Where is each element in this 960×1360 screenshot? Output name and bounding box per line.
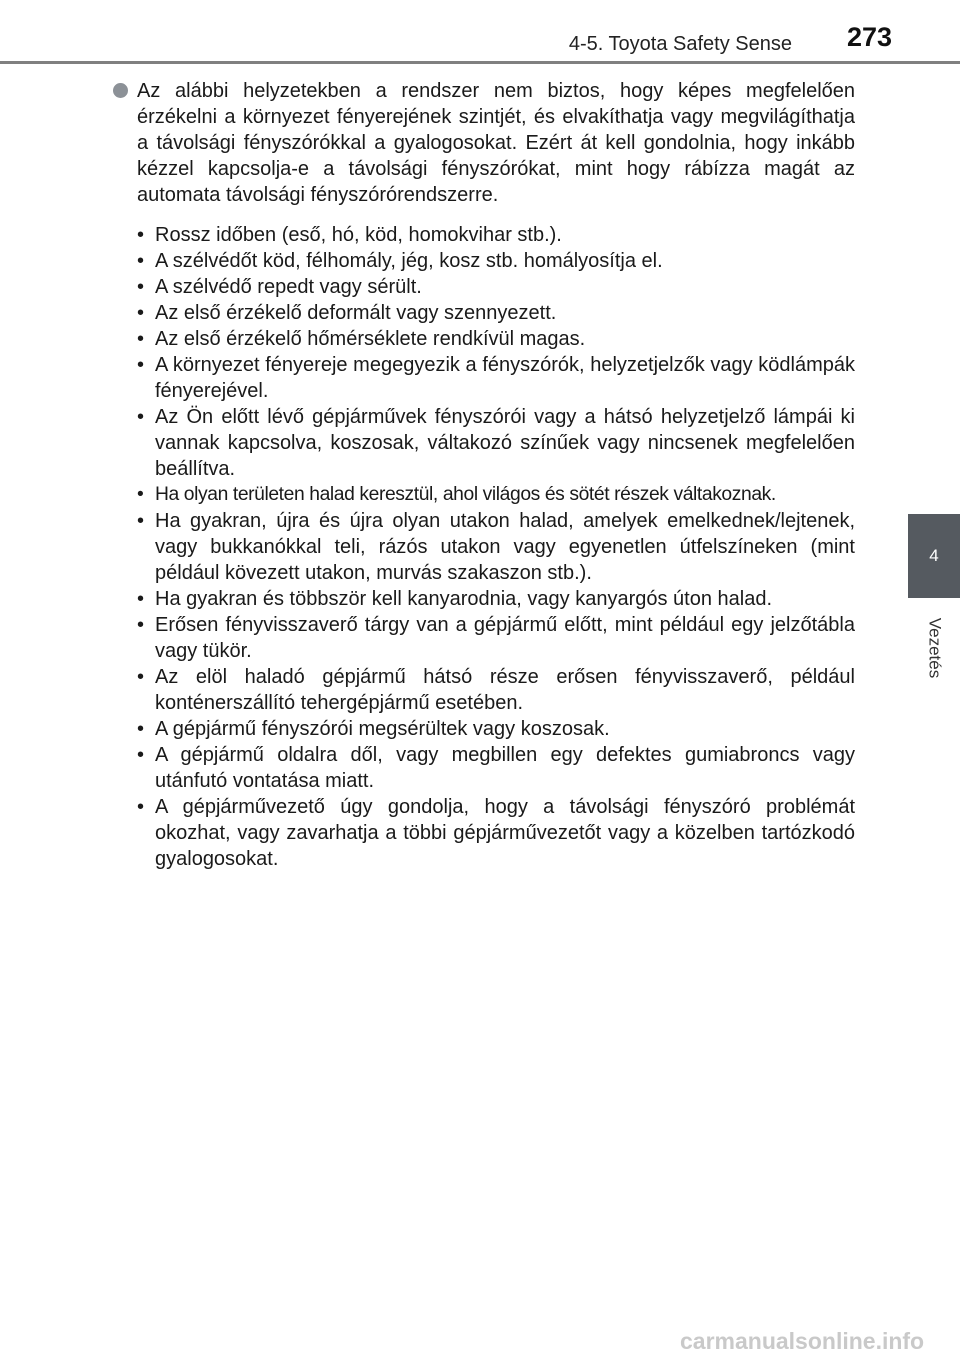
condition-list bbox=[113, 222, 855, 872]
main-note bbox=[113, 78, 855, 208]
watermark: carmanualsonline.info bbox=[680, 1328, 925, 1354]
header-divider bbox=[0, 61, 960, 64]
bullet-dot-icon bbox=[113, 83, 128, 98]
section-title: 4-5. Toyota Safety Sense bbox=[568, 33, 792, 55]
list-item: • Ha olyan területen halad keresztül, ahol világos és sötét részek váltakoznak. bbox=[137, 482, 855, 508]
list-item: • Az első érzékelő hőmérséklete rendkívül magas. bbox=[137, 326, 855, 352]
chapter-number: 4 bbox=[929, 546, 939, 565]
list-item: • Erősen fényvisszaverő tárgy van a gépjármű előtt, mint például egy jelzőtábla vagy tükör. bbox=[137, 612, 855, 664]
list-item: • A gépjármű fényszórói megsérültek vagy koszosak. bbox=[137, 716, 855, 742]
list-item: • A szélvédőt köd, félhomály, jég, kosz stb. homályosítja el. bbox=[137, 248, 855, 274]
list-item: • Ha gyakran és többször kell kanyarodnia, vagy kanyargós úton halad. bbox=[137, 586, 855, 612]
list-item: • Az Ön előtt lévő gépjárművek fényszórói vagy a hátsó helyzetjelző lámpái ki vannak kapcsolva, koszosak, váltakozó színűek vagy nincsenek megfelelően beállítva. bbox=[137, 404, 855, 482]
list-item: • Rossz időben (eső, hó, köd, homokvihar stb.). bbox=[137, 222, 855, 248]
page-content bbox=[113, 78, 855, 872]
chapter-tab bbox=[908, 514, 960, 598]
list-item: • Az első érzékelő deformált vagy szennyezett. bbox=[137, 300, 855, 326]
page-header bbox=[0, 0, 960, 64]
list-item: • Ha gyakran, újra és újra olyan utakon halad, amelyek emelkednek/lejtenek, vagy bukkanókkal teli, rázós utakon vagy egyenetlen útfelszíneken (mint például kövezett utakon, murvás szakaszon stb.). bbox=[137, 508, 855, 586]
list-item: • A szélvédő repedt vagy sérült. bbox=[137, 274, 855, 300]
list-item: • A gépjármű oldalra dől, vagy megbillen egy defektes gumiabroncs vagy utánfutó vontatása miatt. bbox=[137, 742, 855, 794]
chapter-label-container bbox=[908, 598, 960, 698]
chapter-label: Vezetés bbox=[925, 617, 944, 679]
list-item: • A gépjárművezető úgy gondolja, hogy a távolsági fényszóró problémát okozhat, vagy zavarhatja a többi gépjárművezetőt vagy a közelben tartózkodó gyalogosokat. bbox=[137, 794, 855, 872]
list-item: • A környezet fényereje megegyezik a fényszórók, helyzetjelzők vagy ködlámpák fényerejével. bbox=[137, 352, 855, 404]
page-number: 273 bbox=[846, 22, 892, 52]
list-item: • Az elöl haladó gépjármű hátsó része erősen fényvisszaverő, például konténerszállító tehergépjármű esetében. bbox=[137, 664, 855, 716]
main-note-text: Az alábbi helyzetekben a rendszer nem biztos, hogy képes megfelelően érzékelni a környezet fényerejének szintjét, és elvakíthatja vagy megvilágíthatja a távolsági fényszórókkal a gyalogosokat. Ezért át kell gondolnia, hogy inkább kézzel kapcsolja-e a távolsági fényszórókat, mint hogy rábízza magát az automata távolsági fényszórórendszerre. bbox=[137, 80, 855, 206]
